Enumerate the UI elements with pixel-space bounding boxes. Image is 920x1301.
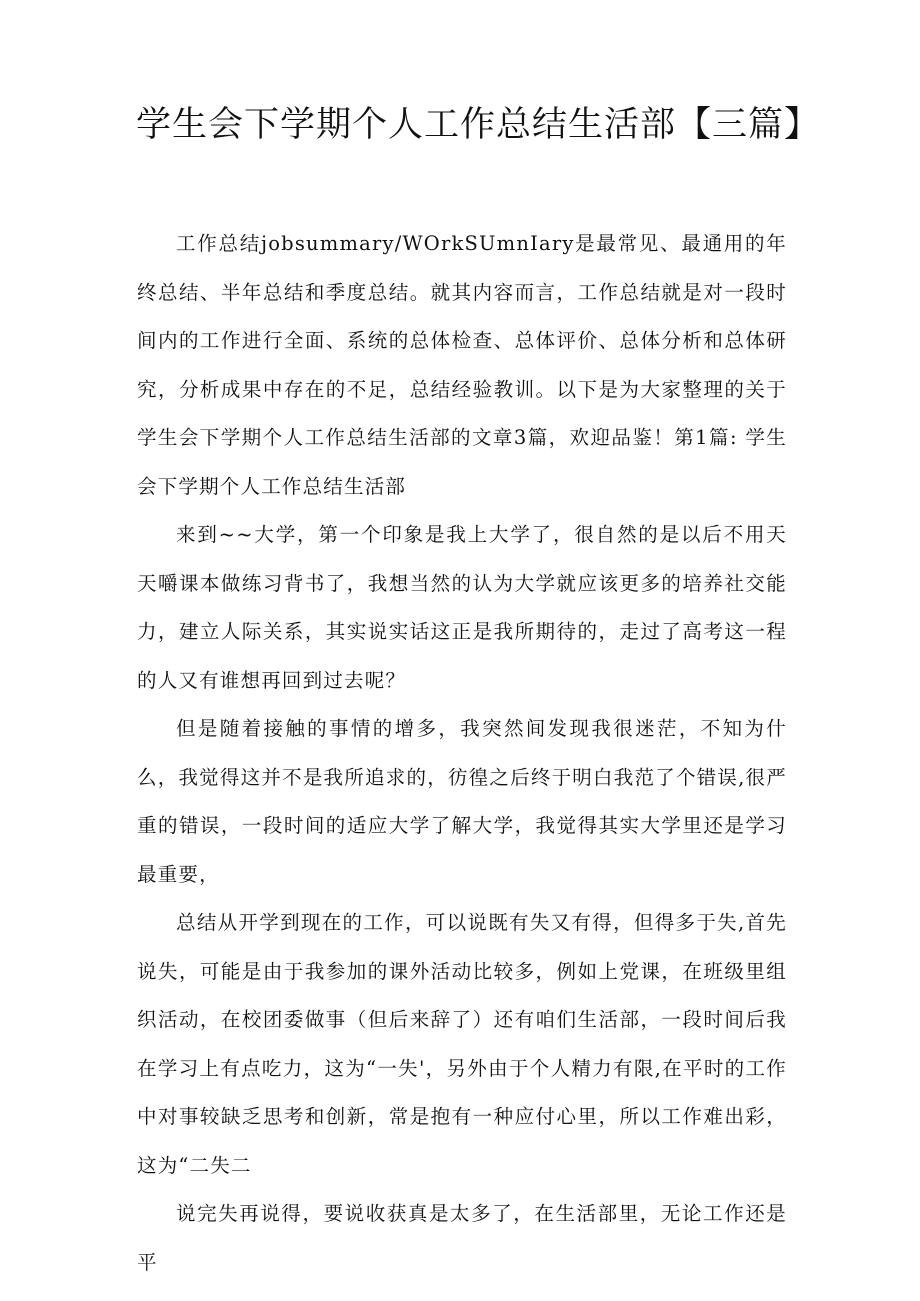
paragraph-confusion: 但是随着接触的事情的增多，我突然间发现我很迷茫，不知为什么，我觉得这并不是我所追求的，彷徨之后终于明白我范了个错误,很严重的错误，一段时间的适应大学了解大学，我觉得其实大学里还是学习最重要，: [137, 717, 787, 886]
paragraph-intro: 工作总结jobsummary/WOrkSUmnIary是最常见、最通用的年终总结、半年总结和季度总结。就其内容而言，工作总结就是对一段时间内的工作进行全面、系统的总体检查、总体评价、总体分析和总体研究，分析成果中存在的不足，总结经验教训。以下是为大家整理的关于学生会下学期个人工作总结生活部的文章3篇，欢迎品鉴！第1篇: 学生会下学期个人工作总结生活部: [137, 232, 787, 498]
document-title: 学生会下学期个人工作总结生活部【三篇】: [136, 105, 821, 145]
paragraph-arrival: 来到~~大学，第一个印象是我上大学了，很自然的是以后不用天天嚼课本做练习背书了，我想当然的认为大学就应该更多的培养社交能力，建立人际关系，其实说实话这正是我所期待的，走过了高考这一程的人又有谁想再回到过去呢？: [137, 523, 787, 692]
document-body: [137, 220, 787, 1287]
paragraph-gains-losses: 总结从开学到现在的工作，可以说既有失又有得，但得多于失,首先说失，可能是由于我参加的课外活动比较多，例如上党课，在班级里组织活动，在校团委做事（但后来辞了）还有咱们生活部，一段时间后我在学习上有点吃力，这为“一失'，另外由于个人精力有限,在平时的工作中对事较缺乏思考和创新，常是抱有一种应付心里，所以工作难出彩，这为“二失二: [137, 911, 787, 1177]
paragraph-gains: 说完失再说得，要说收获真是太多了，在生活部里，无论工作还是平: [137, 1202, 787, 1274]
